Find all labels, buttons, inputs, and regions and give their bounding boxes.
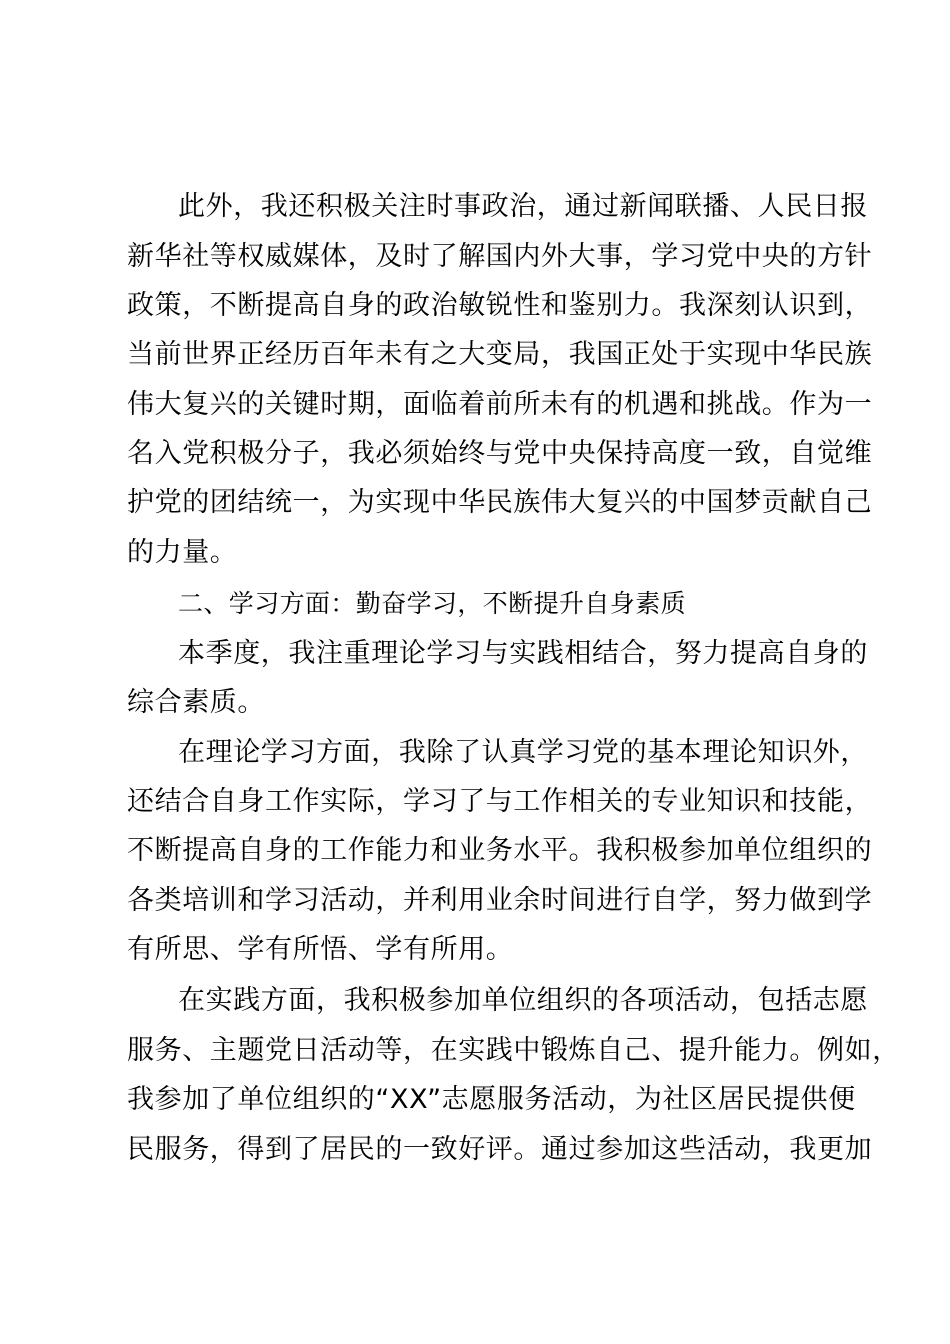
paragraph-line: 民服务，得到了居民的一致好评。通过参加这些活动，我更加 xyxy=(127,1134,873,1165)
paragraph-line: 伟大复兴的关键时期，面临着前所未有的机遇和挑战。作为一 xyxy=(127,389,873,420)
paragraph-line: 在理论学习方面，我除了认真学习党的基本理论知识外， xyxy=(178,737,868,768)
paragraph-line: 的力量。 xyxy=(127,537,238,568)
paragraph-line: 本季度，我注重理论学习与实践相结合，努力提高自身的 xyxy=(178,638,868,669)
paragraph-line: 有所思、学有所悟、学有所用。 xyxy=(127,934,514,965)
paragraph-line: 还结合自身工作实际，学习了与工作相关的专业知识和技能， xyxy=(127,786,873,817)
paragraph-line: 当前世界正经历百年未有之大变局，我国正处于实现中华民族 xyxy=(127,339,873,370)
paragraph-line: 各类培训和学习活动，并利用业余时间进行自学，努力做到学 xyxy=(127,885,873,916)
paragraph-line: 我参加了单位组织的“XX”志愿服务活动，为社区居民提供便 xyxy=(127,1084,856,1115)
section-heading: 二、学习方面：勤奋学习，不断提升自身素质 xyxy=(178,589,687,618)
paragraph-line: 综合素质。 xyxy=(127,687,265,718)
paragraph-line: 名入党积极分子，我必须始终与党中央保持高度一致，自觉维 xyxy=(127,438,873,469)
paragraph-line: 服务、主题党日活动等，在实践中锻炼自己、提升能力。例如， xyxy=(127,1035,900,1066)
paragraph-line: 政策，不断提高自身的政治敏锐性和鉴别力。我深刻认识到， xyxy=(127,290,873,321)
paragraph-line: 护党的团结统一，为实现中华民族伟大复兴的中国梦贡献自己 xyxy=(127,487,873,518)
paragraph-line: 不断提高自身的工作能力和业务水平。我积极参加单位组织的 xyxy=(127,835,873,866)
paragraph-line: 此外，我还积极关注时事政治，通过新闻联播、人民日报 xyxy=(178,191,868,222)
paragraph-line: 在实践方面，我积极参加单位组织的各项活动，包括志愿 xyxy=(178,985,868,1016)
paragraph-line: 新华社等权威媒体，及时了解国内外大事，学习党中央的方针 xyxy=(127,241,873,272)
